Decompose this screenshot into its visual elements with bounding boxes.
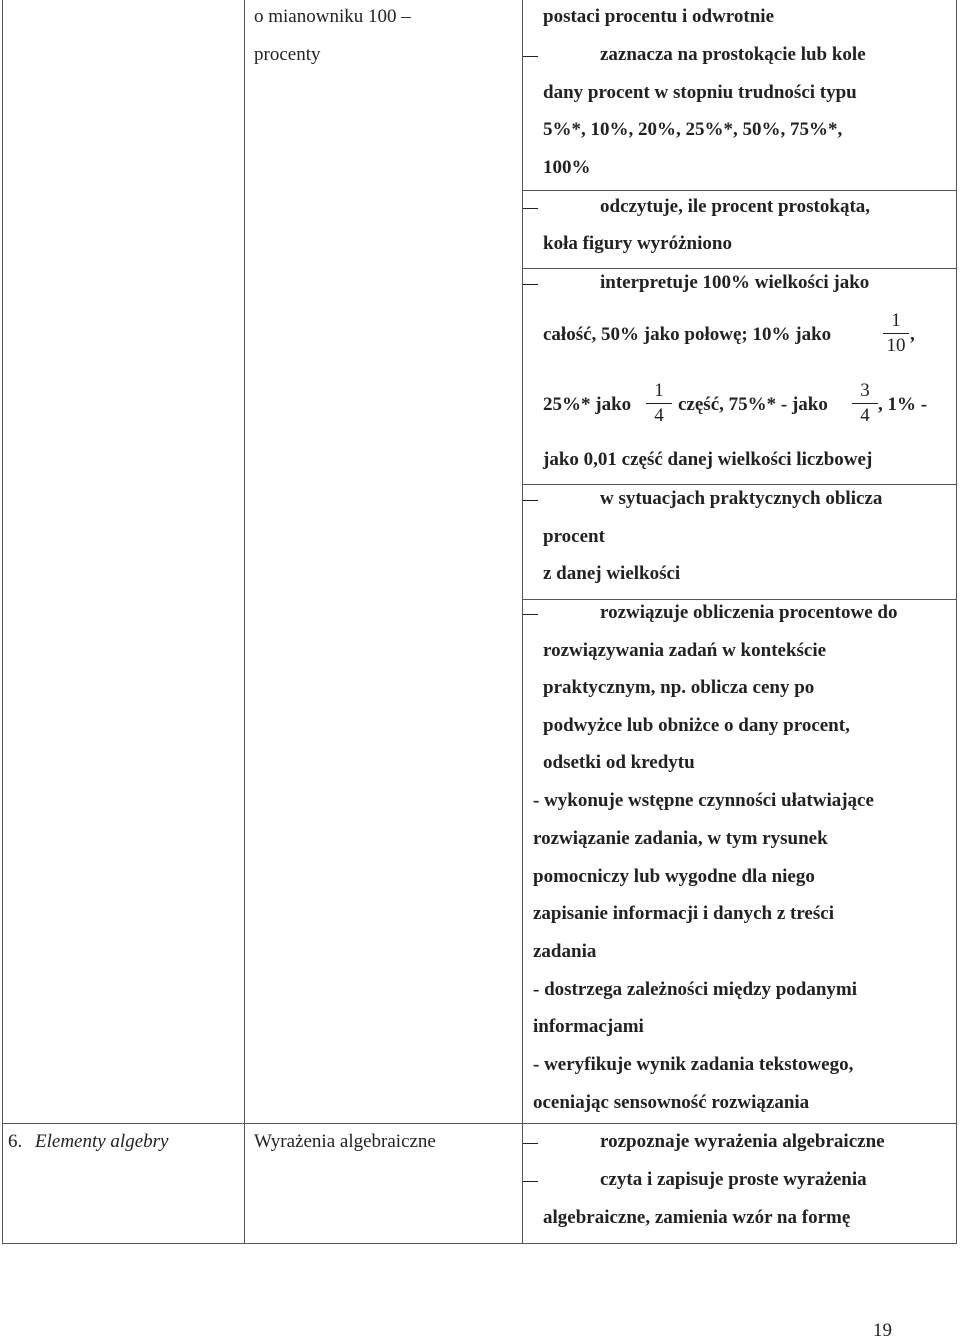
dash-bullet — [523, 614, 538, 615]
requirement-text: z danej wielkości — [543, 563, 681, 584]
requirement-text: dany procent w stopniu trudności typu — [543, 82, 857, 103]
table-divider-col2 — [522, 0, 523, 1243]
requirement-text: podwyżce lub obniżce o dany procent, — [543, 715, 850, 736]
requirement-text: koła figury wyróżniono — [543, 233, 732, 254]
requirement-text: rozwiązanie zadania, w tym rysunek — [533, 828, 828, 849]
requirement-text: , — [910, 324, 915, 345]
requirement-text: 100% — [543, 157, 591, 178]
fraction-denominator: 10 — [886, 335, 906, 356]
requirement-text: oceniając sensowność rozwiązania — [533, 1092, 810, 1113]
fraction — [883, 311, 909, 356]
requirement-text: część, 75%* - jako — [678, 394, 828, 415]
requirement-text: informacjami — [533, 1016, 644, 1037]
fraction-bar — [883, 333, 909, 334]
row-separator — [522, 484, 957, 485]
page-number: 19 — [873, 1320, 892, 1341]
requirement-text: , 1% - — [878, 394, 928, 415]
requirement-text: 25%* jako — [543, 394, 632, 415]
requirement-text: praktycznym, np. oblicza ceny po — [543, 677, 815, 698]
requirement-text: - wykonuje wstępne czynności ułatwiające — [533, 790, 874, 811]
row-separator — [2, 1123, 957, 1124]
requirement-text: całość, 50% jako połowę; 10% jako — [543, 324, 832, 345]
requirement-text: zaznacza na prostokącie lub kole — [600, 44, 866, 65]
topic-text: o mianowniku 100 – — [254, 6, 411, 27]
requirement-text: 5%*, 10%, 20%, 25%*, 50%, 75%*, — [543, 119, 843, 140]
row-separator — [522, 190, 957, 191]
row-separator — [522, 268, 957, 269]
requirement-text: rozwiązuje obliczenia procentowe do — [600, 602, 898, 623]
dash-bullet — [523, 1143, 538, 1144]
fraction — [852, 381, 878, 426]
fraction-bar — [852, 403, 878, 404]
fraction-numerator: 1 — [654, 380, 664, 401]
requirement-text: procent — [543, 526, 605, 547]
fraction-numerator: 1 — [891, 310, 901, 331]
requirement-text: odczytuje, ile procent prostokąta, — [600, 196, 871, 217]
dash-bullet — [523, 284, 538, 285]
section-number: 6. — [8, 1131, 23, 1152]
dash-bullet — [523, 1181, 538, 1182]
fraction-denominator: 4 — [654, 405, 664, 426]
row-separator — [522, 599, 957, 600]
fraction-denominator: 4 — [860, 405, 870, 426]
dash-bullet — [523, 56, 538, 57]
requirement-text: zadania — [533, 941, 597, 962]
requirement-text: w sytuacjach praktycznych oblicza — [600, 488, 883, 509]
requirement-text: odsetki od kredytu — [543, 752, 695, 773]
fraction-bar — [646, 403, 672, 404]
requirement-text: rozpoznaje wyrażenia algebraiczne — [600, 1131, 885, 1152]
table-divider-col1 — [244, 0, 245, 1243]
fraction-numerator: 3 — [860, 380, 870, 401]
requirement-text: pomocniczy lub wygodne dla niego — [533, 866, 815, 887]
requirement-text: postaci procentu i odwrotnie — [543, 6, 774, 27]
dash-bullet — [523, 500, 538, 501]
requirement-text: jako 0,01 część danej wielkości liczbowej — [543, 449, 873, 470]
dash-bullet — [523, 208, 538, 209]
section-title: Elementy algebry — [35, 1131, 169, 1152]
requirement-text: zapisanie informacji i danych z treści — [533, 903, 834, 924]
requirement-text: rozwiązywania zadań w kontekście — [543, 640, 827, 661]
requirement-text: interpretuje 100% wielkości jako — [600, 272, 870, 293]
topic-text: Wyrażenia algebraiczne — [254, 1131, 436, 1152]
fraction — [646, 381, 672, 426]
requirement-text: algebraiczne, zamienia wzór na formę — [543, 1207, 851, 1228]
requirement-text: - dostrzega zależności między podanymi — [533, 979, 858, 1000]
table-border-left — [2, 0, 3, 1243]
table-border-right — [956, 0, 957, 1243]
table-border-bottom — [2, 1243, 957, 1244]
requirement-text: czyta i zapisuje proste wyrażenia — [600, 1169, 867, 1190]
requirement-text: - weryfikuje wynik zadania tekstowego, — [533, 1054, 854, 1075]
topic-text: procenty — [254, 44, 321, 65]
